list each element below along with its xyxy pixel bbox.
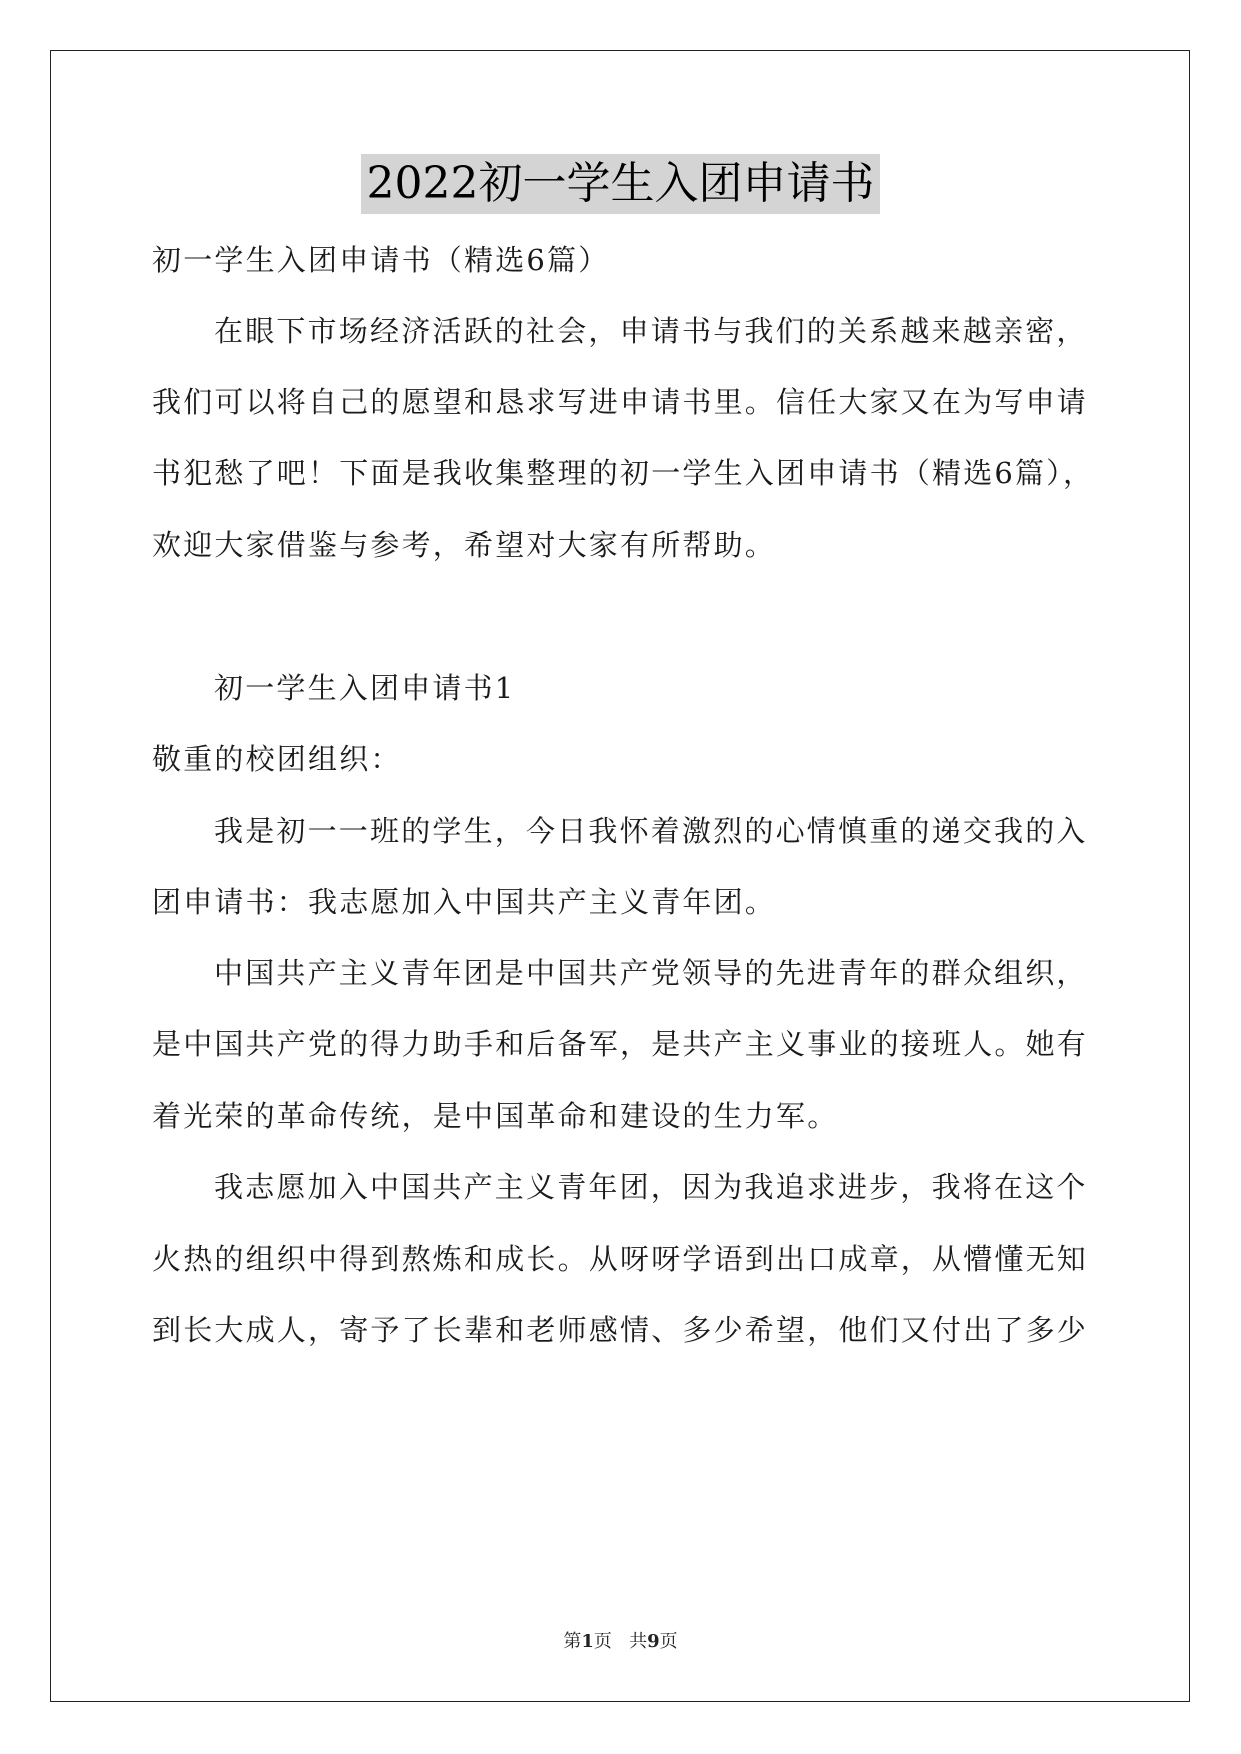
- intro-line: 欢迎大家借鉴与参考，希望对大家有所帮助。: [152, 528, 777, 562]
- section-heading: 初一学生入团申请书1: [214, 671, 516, 705]
- page-total: 9: [647, 1631, 660, 1652]
- intro-line: 书犯愁了吧！下面是我收集整理的初一学生入团申请书（精选6篇），: [152, 456, 1095, 490]
- page-border: [50, 50, 1190, 1702]
- body-line: 着光荣的革命传统，是中国革命和建设的生力军。: [152, 1099, 839, 1133]
- total-suffix: 页: [659, 1631, 678, 1652]
- body-line: 到长大成人，寄予了长辈和老师感情、多少希望，他们又付出了多少: [152, 1313, 1089, 1347]
- body-line: 是中国共产党的得力助手和后备军，是共产主义事业的接班人。她有: [152, 1027, 1089, 1061]
- salutation: 敬重的校团组织：: [152, 742, 402, 776]
- intro-line: 在眼下市场经济活跃的社会，申请书与我们的关系越来越亲密，: [214, 314, 1088, 348]
- body-line: 我志愿加入中国共产主义青年团，因为我追求进步，我将在这个: [214, 1170, 1088, 1204]
- page-prefix: 第: [563, 1631, 582, 1652]
- body-line: 团申请书：我志愿加入中国共产主义青年团。: [152, 885, 777, 919]
- body-line: 我是初一一班的学生，今日我怀着激烈的心情慎重的递交我的入: [214, 814, 1088, 848]
- document-title: 2022初一学生入团申请书: [361, 154, 881, 214]
- page-suffix: 页: [593, 1631, 612, 1652]
- intro-line: 我们可以将自己的愿望和恳求写进申请书里。信任大家又在为写申请: [152, 385, 1089, 419]
- body-line: 中国共产主义青年团是中国共产党领导的先进青年的群众组织，: [214, 956, 1088, 990]
- document-subtitle: 初一学生入团申请书（精选6篇）: [152, 243, 610, 277]
- title-container: [0, 154, 1241, 214]
- page-footer: [0, 1627, 1241, 1653]
- body-line: 火热的组织中得到熬炼和成长。从呀呀学语到出口成章，从懵懂无知: [152, 1242, 1089, 1276]
- total-prefix: 共: [629, 1631, 648, 1652]
- page-number: 1: [581, 1631, 594, 1652]
